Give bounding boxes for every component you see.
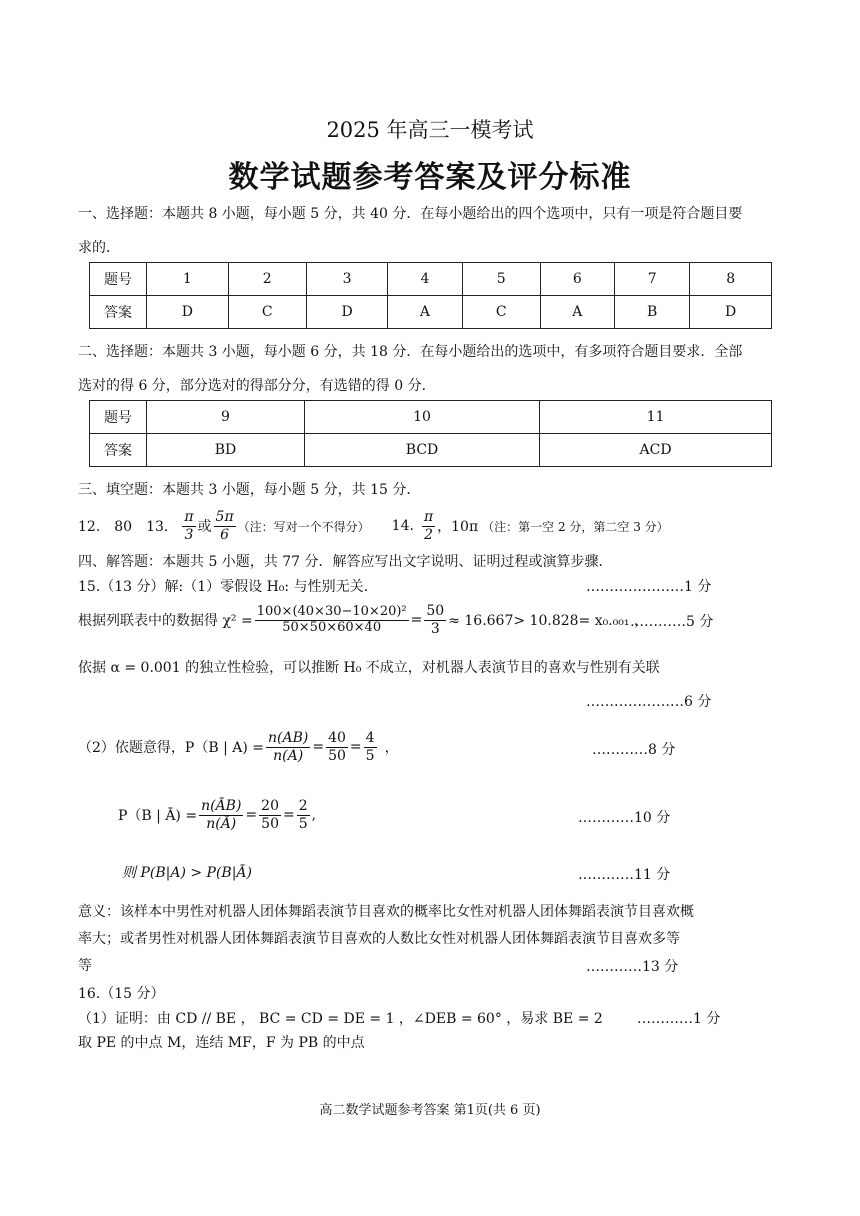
- answer-cell: D: [690, 296, 772, 329]
- score-mark: …………8 分: [592, 742, 676, 758]
- question-number-cell: 7: [614, 263, 689, 296]
- answer-cell: C: [462, 296, 540, 329]
- section1-intro-line1: 一、选择题：本题共 8 小题，每小题 5 分，共 40 分．在每小题给出的四个选项中，只有一项是符合题目要: [78, 206, 743, 222]
- q15-meaning-line1: 意义：该样本中男性对机器人团体舞蹈表演节目喜欢的概率比女性对机器人团体舞蹈表演节目喜欢概: [78, 904, 694, 920]
- score-mark: …………13 分: [586, 959, 679, 975]
- section2-intro-line2: 选对的得 6 分，部分选对的得部分分，有选错的得 0 分．: [78, 378, 436, 394]
- q13-fraction-a: [182, 509, 195, 542]
- prob-fraction: [259, 798, 281, 831]
- q16-proof-line2: 取 PE 的中点 M，连结 MF，F 为 PB 的中点: [78, 1035, 365, 1051]
- page-title: 数学试题参考答案及评分标准: [228, 160, 632, 195]
- prob-fraction: [199, 798, 243, 831]
- table-row: [90, 296, 772, 329]
- fraction-denominator: n(Ā): [206, 815, 237, 832]
- chi-square-result-fraction: [424, 603, 446, 636]
- score-mark: …………1 分: [637, 1011, 721, 1027]
- question-number-cell: 9: [147, 401, 305, 434]
- fraction-denominator: 50: [261, 815, 279, 832]
- q16-heading: 16.（15 分）: [78, 986, 165, 1002]
- q15-part2-line1: [78, 725, 399, 769]
- table-row: [90, 263, 772, 296]
- multi-answer-table: [89, 400, 772, 467]
- score-mark: …………11 分: [578, 867, 671, 883]
- section4-heading: 四、解答题：本题共 5 小题，共 77 分．解答应写出文字说明、证明过程或演算步骤．: [78, 554, 613, 570]
- fraction-denominator: 50: [328, 747, 346, 764]
- table-header-cell: 答案: [90, 296, 147, 329]
- mc-answer-table: [89, 262, 772, 329]
- fraction-numerator: 50: [426, 603, 445, 620]
- question-number-cell: 4: [388, 263, 462, 296]
- fraction-denominator: n(A): [273, 747, 304, 764]
- q15-meaning-line3: 等: [78, 958, 92, 974]
- q15-meaning-line2: 率大；或者男性对机器人团体舞蹈表演节目喜欢的人数比女性对机器人团体舞蹈表演节目喜欢多等: [78, 931, 680, 947]
- table-row: [90, 434, 772, 467]
- q15-chi-square-line: [78, 600, 648, 640]
- fraction-denominator: 50×50×60×40: [282, 619, 382, 635]
- table-header-cell: 题号: [90, 263, 147, 296]
- prob-fraction: [364, 730, 377, 763]
- q12-answer: 12. 80 13.: [78, 519, 169, 535]
- fraction-numerator: π: [184, 509, 194, 526]
- section2-intro-line1: 二、选择题：本题共 3 小题，每小题 6 分，共 18 分．在每小题给出的选项中，有多项符合题目要求．全部: [78, 344, 743, 360]
- answer-cell: B: [614, 296, 689, 329]
- q14-answer-b: ，10π: [437, 519, 479, 535]
- chi-square-comparison: ≈ 16.667> 10.828= x₀.₀₀₁ ，: [448, 613, 648, 629]
- question-number-cell: 1: [147, 263, 229, 296]
- equals-sign: =: [312, 739, 325, 755]
- page-footer: 高二数学试题参考答案 第1页(共 6 页): [319, 1103, 541, 1118]
- conditional-prob-prefix: P（B | Ā) =: [118, 808, 198, 824]
- question-number-cell: 10: [305, 401, 540, 434]
- q14-fraction: [422, 509, 435, 542]
- answer-cell: BCD: [305, 434, 540, 467]
- question-number-cell: 11: [540, 401, 772, 434]
- answer-cell: A: [388, 296, 462, 329]
- fraction-denominator: 3: [184, 526, 194, 543]
- equals-sign: =: [245, 807, 258, 823]
- q14-note: （注：第一空 2 分，第二空 3 分）: [482, 519, 669, 534]
- question-number-cell: 3: [306, 263, 388, 296]
- table-header-cell: 答案: [90, 434, 147, 467]
- q16-proof-line1: （1）证明：由 CD // BE ， BC = CD = DE = 1 ，∠DEB = 60° ，易求 BE = 2: [78, 1011, 603, 1027]
- table-row: [90, 401, 772, 434]
- answer-cell: D: [306, 296, 388, 329]
- equals-sign: =: [349, 739, 362, 755]
- question-number-cell: 6: [540, 263, 614, 296]
- fraction-denominator: 6: [220, 526, 230, 543]
- table-header-cell: 题号: [90, 401, 147, 434]
- conditional-prob-prefix: （2）依题意得，P（B | A) =: [78, 740, 264, 756]
- fraction-denominator: 5: [298, 815, 308, 832]
- fraction-numerator: 40: [328, 730, 346, 747]
- prob-fraction: [297, 798, 310, 831]
- score-mark: …………………6 分: [586, 694, 712, 710]
- fraction-numerator: π: [423, 509, 434, 526]
- exam-subtitle: 2025 年高三一模考试: [326, 118, 534, 142]
- q15-conclusion: 依据 α = 0.001 的独立性检验，可以推断 H₀ 不成立，对机器人表演节目的喜欢与性别有关联: [78, 660, 660, 676]
- fraction-denominator: 3: [430, 620, 440, 637]
- fraction-numerator: 4: [365, 730, 375, 747]
- equals-sign: =: [282, 807, 295, 823]
- q15-comparison: 则 P(B|A) > P(B|Ā): [122, 865, 252, 881]
- score-mark: …………10 分: [578, 810, 671, 826]
- question-number-cell: 8: [690, 263, 772, 296]
- fraction-numerator: 100×(40×30−10×20)²: [256, 603, 407, 619]
- prob-fraction: [326, 730, 348, 763]
- equals-sign: =: [410, 612, 423, 628]
- fraction-denominator: 2: [424, 526, 433, 543]
- answer-cell: A: [540, 296, 614, 329]
- score-mark: …………………1 分: [586, 579, 712, 595]
- chi-square-fraction: [255, 605, 409, 636]
- question-number-cell: 2: [228, 263, 306, 296]
- q13-fraction-b: [214, 509, 236, 542]
- fill-in-answers: [78, 506, 669, 546]
- q14-label: 14.: [391, 518, 414, 534]
- section3-heading: 三、填空题：本题共 3 小题，每小题 5 分，共 15 分．: [78, 482, 421, 498]
- fraction-denominator: 5: [365, 747, 375, 764]
- fraction-numerator: 20: [261, 798, 279, 815]
- fraction-numerator: 5π: [215, 509, 234, 526]
- chi-square-prefix: 根据列联表中的数据得 χ² =: [78, 613, 253, 629]
- score-mark: …………5 分: [630, 614, 714, 630]
- answer-cell: C: [228, 296, 306, 329]
- q13-note: （注：写对一个不得分）: [237, 519, 370, 534]
- fraction-numerator: n(AB): [268, 730, 309, 747]
- section1-intro-line2: 求的．: [78, 240, 120, 256]
- q15-part2-line2: [118, 793, 316, 837]
- fraction-numerator: 2: [298, 798, 308, 815]
- answer-cell: BD: [147, 434, 305, 467]
- prob-fraction: [266, 730, 310, 763]
- fraction-numerator: n(ĀB): [201, 798, 242, 815]
- q15-line-1: 15.（13 分）解:（1）零假设 H₀: 与性别无关.: [78, 579, 369, 595]
- punctuation: ,: [311, 807, 317, 823]
- answer-cell: ACD: [540, 434, 772, 467]
- answer-cell: D: [147, 296, 229, 329]
- punctuation: ，: [384, 740, 399, 756]
- question-number-cell: 5: [462, 263, 540, 296]
- q13-or: 或: [197, 519, 212, 535]
